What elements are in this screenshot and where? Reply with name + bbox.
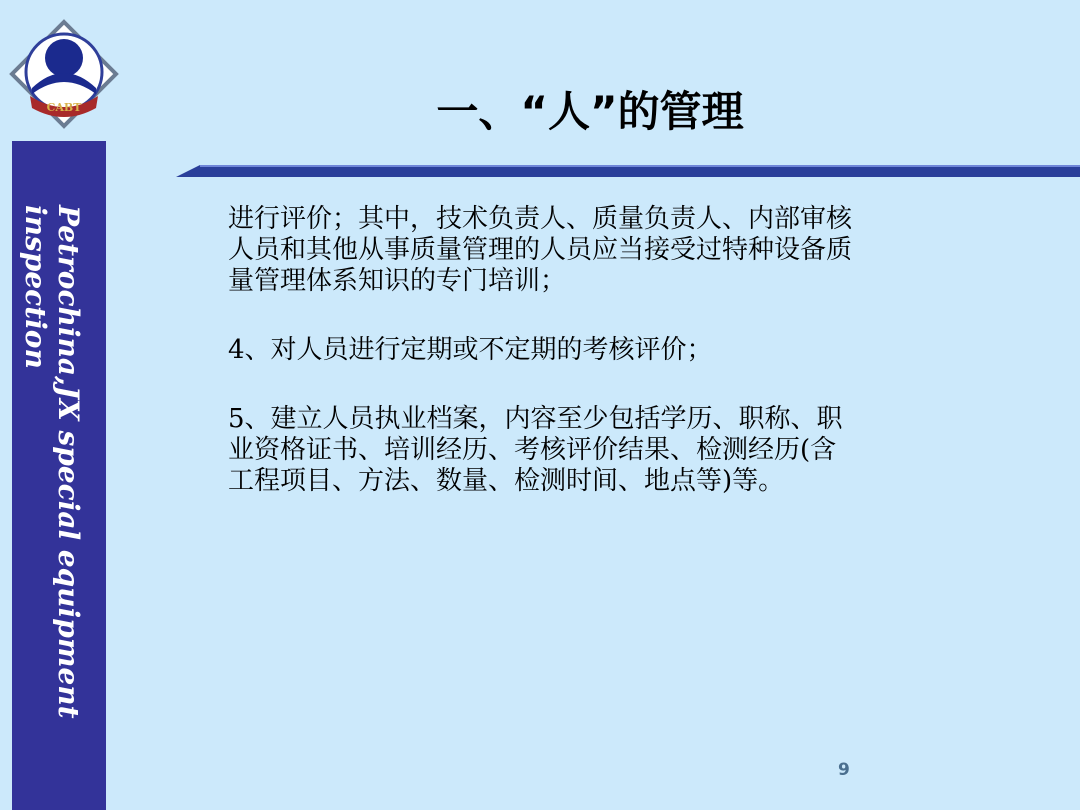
sidebar-caption: [19, 205, 85, 719]
text-line: 人员和其他从事质量管理的人员应当接受过特种设备质: [228, 235, 853, 265]
paragraph-training: [228, 204, 968, 297]
text-line: 5、建立人员执业档案，内容至少包括学历、职称、职: [228, 404, 843, 434]
sidebar-caption-line1: Petrochina,JX special equipment: [52, 205, 85, 719]
title-divider: [176, 164, 1080, 178]
text-line: 4、对人员进行定期或不定期的考核评价；: [228, 335, 713, 365]
page-title: 一、“人”的管理: [436, 87, 744, 136]
text-line: 进行评价；其中，技术负责人、质量负责人、内部审核: [228, 204, 853, 234]
paragraph-assessment: [228, 335, 968, 366]
text-line: 工程项目、方法、数量、检测时间、地点等)等。: [228, 466, 785, 496]
text-line: 量管理体系知识的专门培训；: [228, 266, 567, 296]
paragraph-records: [228, 404, 968, 497]
text-line: 业资格证书、培训经历、考核评价结果、检测经历(含: [228, 435, 837, 465]
page-number: 9: [838, 760, 850, 780]
sidebar-caption-line2: inspection: [19, 205, 52, 369]
slide-body: [228, 204, 968, 497]
logo-text: CABT: [46, 101, 82, 114]
